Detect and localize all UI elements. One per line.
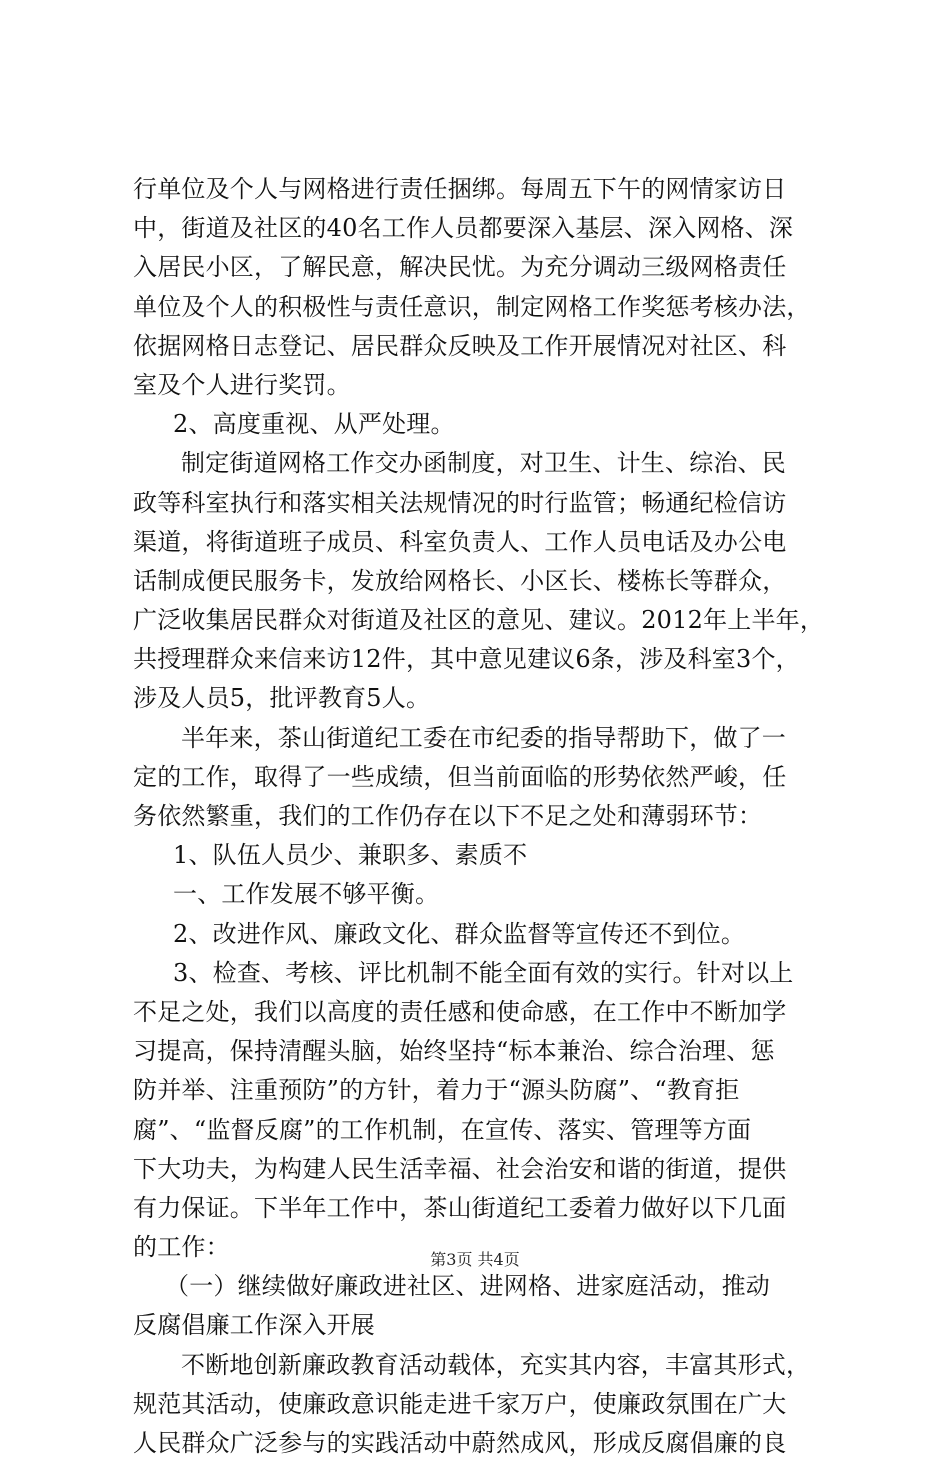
- text-line: 务依然繁重，我们的工作仍存在以下不足之处和薄弱环节：: [133, 802, 763, 830]
- text-line: 半年来，茶山街道纪工委在市纪委的指导帮助下，做了一: [181, 723, 786, 752]
- text-line: 依据网格日志登记、居民群众反映及工作开展情况对社区、科: [133, 331, 787, 360]
- text-line: 不断地创新廉政教育活动载体，充实其内容，丰富其形式，: [181, 1350, 811, 1379]
- text-line: 单位及个人的积极性与责任意识，制定网格工作奖惩考核办法，: [133, 292, 811, 321]
- text-line: 共授理群众来信来访12件，其中意见建议6条，涉及科室3个，: [133, 645, 800, 674]
- text-line: 下大功夫，为构建人民生活幸福、社会治安和谐的街道，提供: [133, 1154, 787, 1183]
- text-line: 话制成便民服务卡，发放给网格长、小区长、楼栋长等群众，: [133, 566, 787, 595]
- text-line: 腐”、“监督反腐”的工作机制，在宣传、落实、管理等方面: [133, 1115, 752, 1144]
- text-line: 习提高，保持清醒头脑，始终坚持“标本兼治、综合治理、惩: [133, 1037, 775, 1066]
- text-line: 1、队伍人员少、兼职多、素质不: [173, 841, 528, 870]
- text-line: 入居民小区，了解民意，解决民忧。为充分调动三级网格责任: [133, 253, 787, 282]
- text-line: 人民群众广泛参与的实践活动中蔚然成风，形成反腐倡廉的良: [133, 1429, 787, 1457]
- page-footer: 第3页 共4页: [430, 1250, 520, 1269]
- text-line: 防并举、注重预防”的方针，着力于“源头防腐”、“教育拒: [133, 1076, 740, 1105]
- text-line: 3、检查、考核、评比机制不能全面有效的实行。针对以上: [173, 958, 794, 987]
- text-line: 政等科室执行和落实相关法规情况的时行监管；畅通纪检信访: [133, 488, 787, 517]
- text-line: 中，街道及社区的40名工作人员都要深入基层、深入网格、深: [133, 214, 794, 243]
- text-line: 反腐倡廉工作深入开展: [133, 1311, 375, 1340]
- text-line: 2、改进作风、廉政文化、群众监督等宣传还不到位。: [173, 919, 746, 948]
- text-line: 规范其活动，使廉政意识能走进千家万户，使廉政氛围在广大: [133, 1389, 787, 1418]
- text-line: 室及个人进行奖罚。: [133, 370, 351, 399]
- text-line: 定的工作，取得了一些成绩，但当前面临的形势依然严峻，任: [133, 762, 787, 791]
- text-line: 涉及人员5，批评教育5人。: [133, 684, 431, 713]
- text-line: 一、工作发展不够平衡。: [173, 880, 440, 909]
- text-line: 行单位及个人与网格进行责任捆绑。每周五下午的网情家访日: [133, 175, 787, 203]
- text-line: 制定街道网格工作交办函制度，对卫生、计生、综治、民: [181, 449, 786, 478]
- text-line: 的工作：: [133, 1233, 230, 1262]
- text-line: （一）继续做好廉政进社区、进网格、进家庭活动，推动: [165, 1272, 770, 1301]
- text-line: 不足之处，我们以高度的责任感和使命感，在工作中不断加学: [133, 997, 787, 1026]
- text-line: 渠道，将街道班子成员、科室负责人、工作人员电话及办公电: [133, 527, 787, 556]
- text-line: 有力保证。下半年工作中，茶山街道纪工委着力做好以下几面: [133, 1193, 787, 1222]
- text-line: 2、高度重视、从严处理。: [173, 410, 455, 439]
- text-line: 广泛收集居民群众对街道及社区的意见、建议。2012年上半年，: [133, 606, 825, 635]
